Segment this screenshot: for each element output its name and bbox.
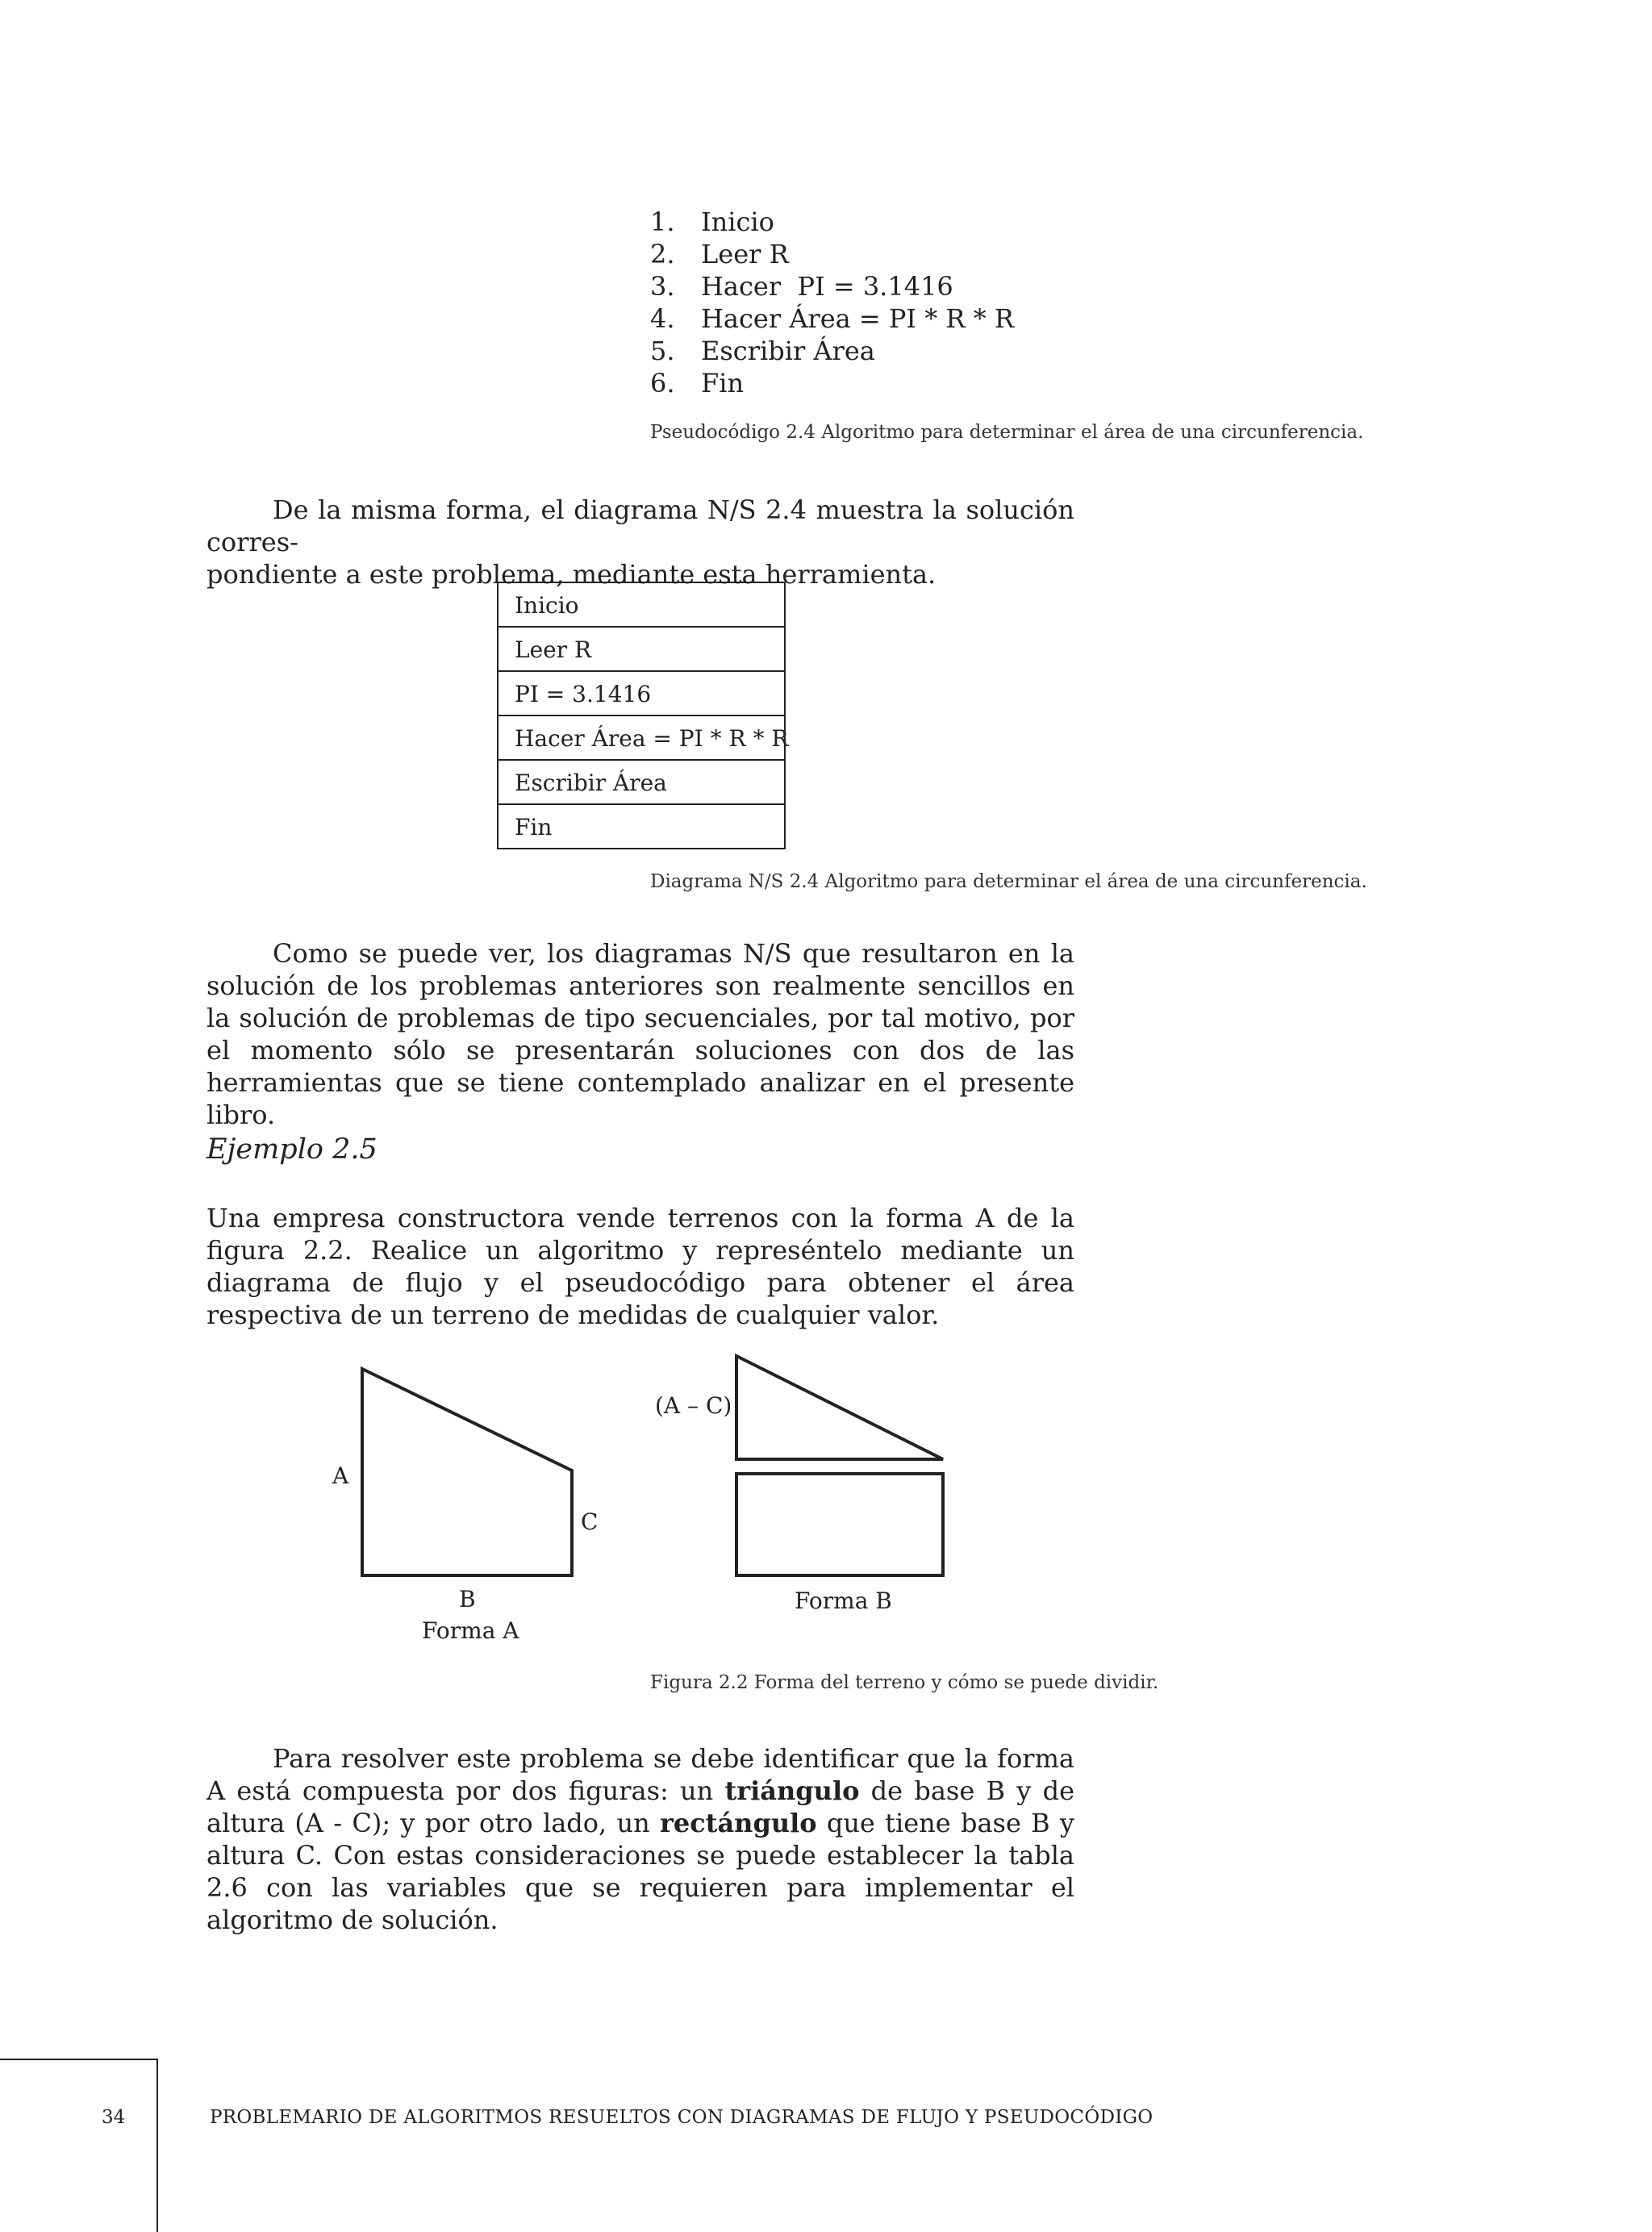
text-run: que tiene base B y altura C. Con estas consideraciones se puede establecer la tabla 2.6 con las variables que se requieren para implementar el algoritmo de solución. xyxy=(206,1808,1075,1935)
ns-diagram-caption: Diagrama N/S 2.4 Algoritmo para determinar el área de una circunferencia. xyxy=(650,871,1367,892)
text-run: Para resolver este problema se debe identificar que la forma A está compuesta por dos figuras: un xyxy=(206,1743,1074,1806)
ns-row: Leer R xyxy=(499,628,784,672)
page-number: 34 xyxy=(102,2107,126,2128)
paragraph-line: De la misma forma, el diagrama N/S 2.4 muestra la solución corres- xyxy=(206,494,1074,557)
paragraph-ns-discussion: Como se puede ver, los diagramas N/S que resultaron en la solución de los problemas anteriores son realmente sencillos en la solución de problemas de tipo secuenciales, por tal motivo, por el momento sólo se presentarán soluciones con dos de las herramientas que se tiene contemplado analizar en el presente libro. xyxy=(206,938,1074,1130)
shape-triangle xyxy=(736,1356,943,1459)
paragraph-solution xyxy=(206,1742,1074,1936)
ns-row: Fin xyxy=(515,814,553,841)
shape-forma-a xyxy=(362,1369,572,1575)
pseudocode-caption: Pseudocódigo 2.4 Algoritmo para determinar el área de una circunferencia. xyxy=(650,422,1364,443)
pseudocode-step: 6. Fin xyxy=(650,368,745,398)
pseudocode-step: 5. Escribir Área xyxy=(650,336,875,366)
pseudocode-step: 1. Inicio xyxy=(650,207,774,237)
label-b: B xyxy=(459,1586,476,1612)
example-title: Ejemplo 2.5 xyxy=(206,1133,378,1166)
ns-row: Inicio xyxy=(499,583,784,628)
label-a: A xyxy=(332,1462,349,1489)
pseudocode-step: 3. Hacer PI = 3.1416 xyxy=(650,271,953,302)
pseudocode-step: 4. Hacer Área = PI * R * R xyxy=(650,303,1014,334)
ns-row: Escribir Área xyxy=(499,761,784,805)
label-a-minus-c: (A – C) xyxy=(655,1392,732,1419)
pseudocode-step: 2. Leer R xyxy=(650,239,789,269)
label-c: C xyxy=(581,1508,599,1535)
text-run: de base B y de altura (A - C); y por otro lado, un xyxy=(206,1775,1075,1838)
bold-term-triangulo: triángulo xyxy=(724,1775,860,1806)
footer-corner-rule xyxy=(0,2059,158,2232)
figure-caption: Figura 2.2 Forma del terreno y cómo se puede dividir. xyxy=(650,1672,1159,1693)
bold-term-rectangulo: rectángulo xyxy=(659,1808,817,1838)
running-head: PROBLEMARIO DE ALGORITMOS RESUELTOS CON DIAGRAMAS DE FLUJO Y PSEUDOCÓDIGO xyxy=(210,2107,1153,2128)
shape-rectangle xyxy=(736,1474,943,1575)
ns-row: PI = 3.1416 xyxy=(499,672,784,716)
example-text: Una empresa constructora vende terrenos con la forma A de la figura 2.2. Realice un algoritmo y represéntelo mediante un diagrama de flujo y el pseudocódigo para obtener el área respectiva de un terreno de medidas de cualquier valor. xyxy=(206,1203,1074,1330)
paragraph-line: pondiente a este problema, mediante esta herramienta. xyxy=(206,559,937,590)
label-forma-b: Forma B xyxy=(795,1587,892,1614)
label-forma-a: Forma A xyxy=(422,1617,519,1644)
ns-row: Hacer Área = PI * R * R xyxy=(499,716,784,761)
